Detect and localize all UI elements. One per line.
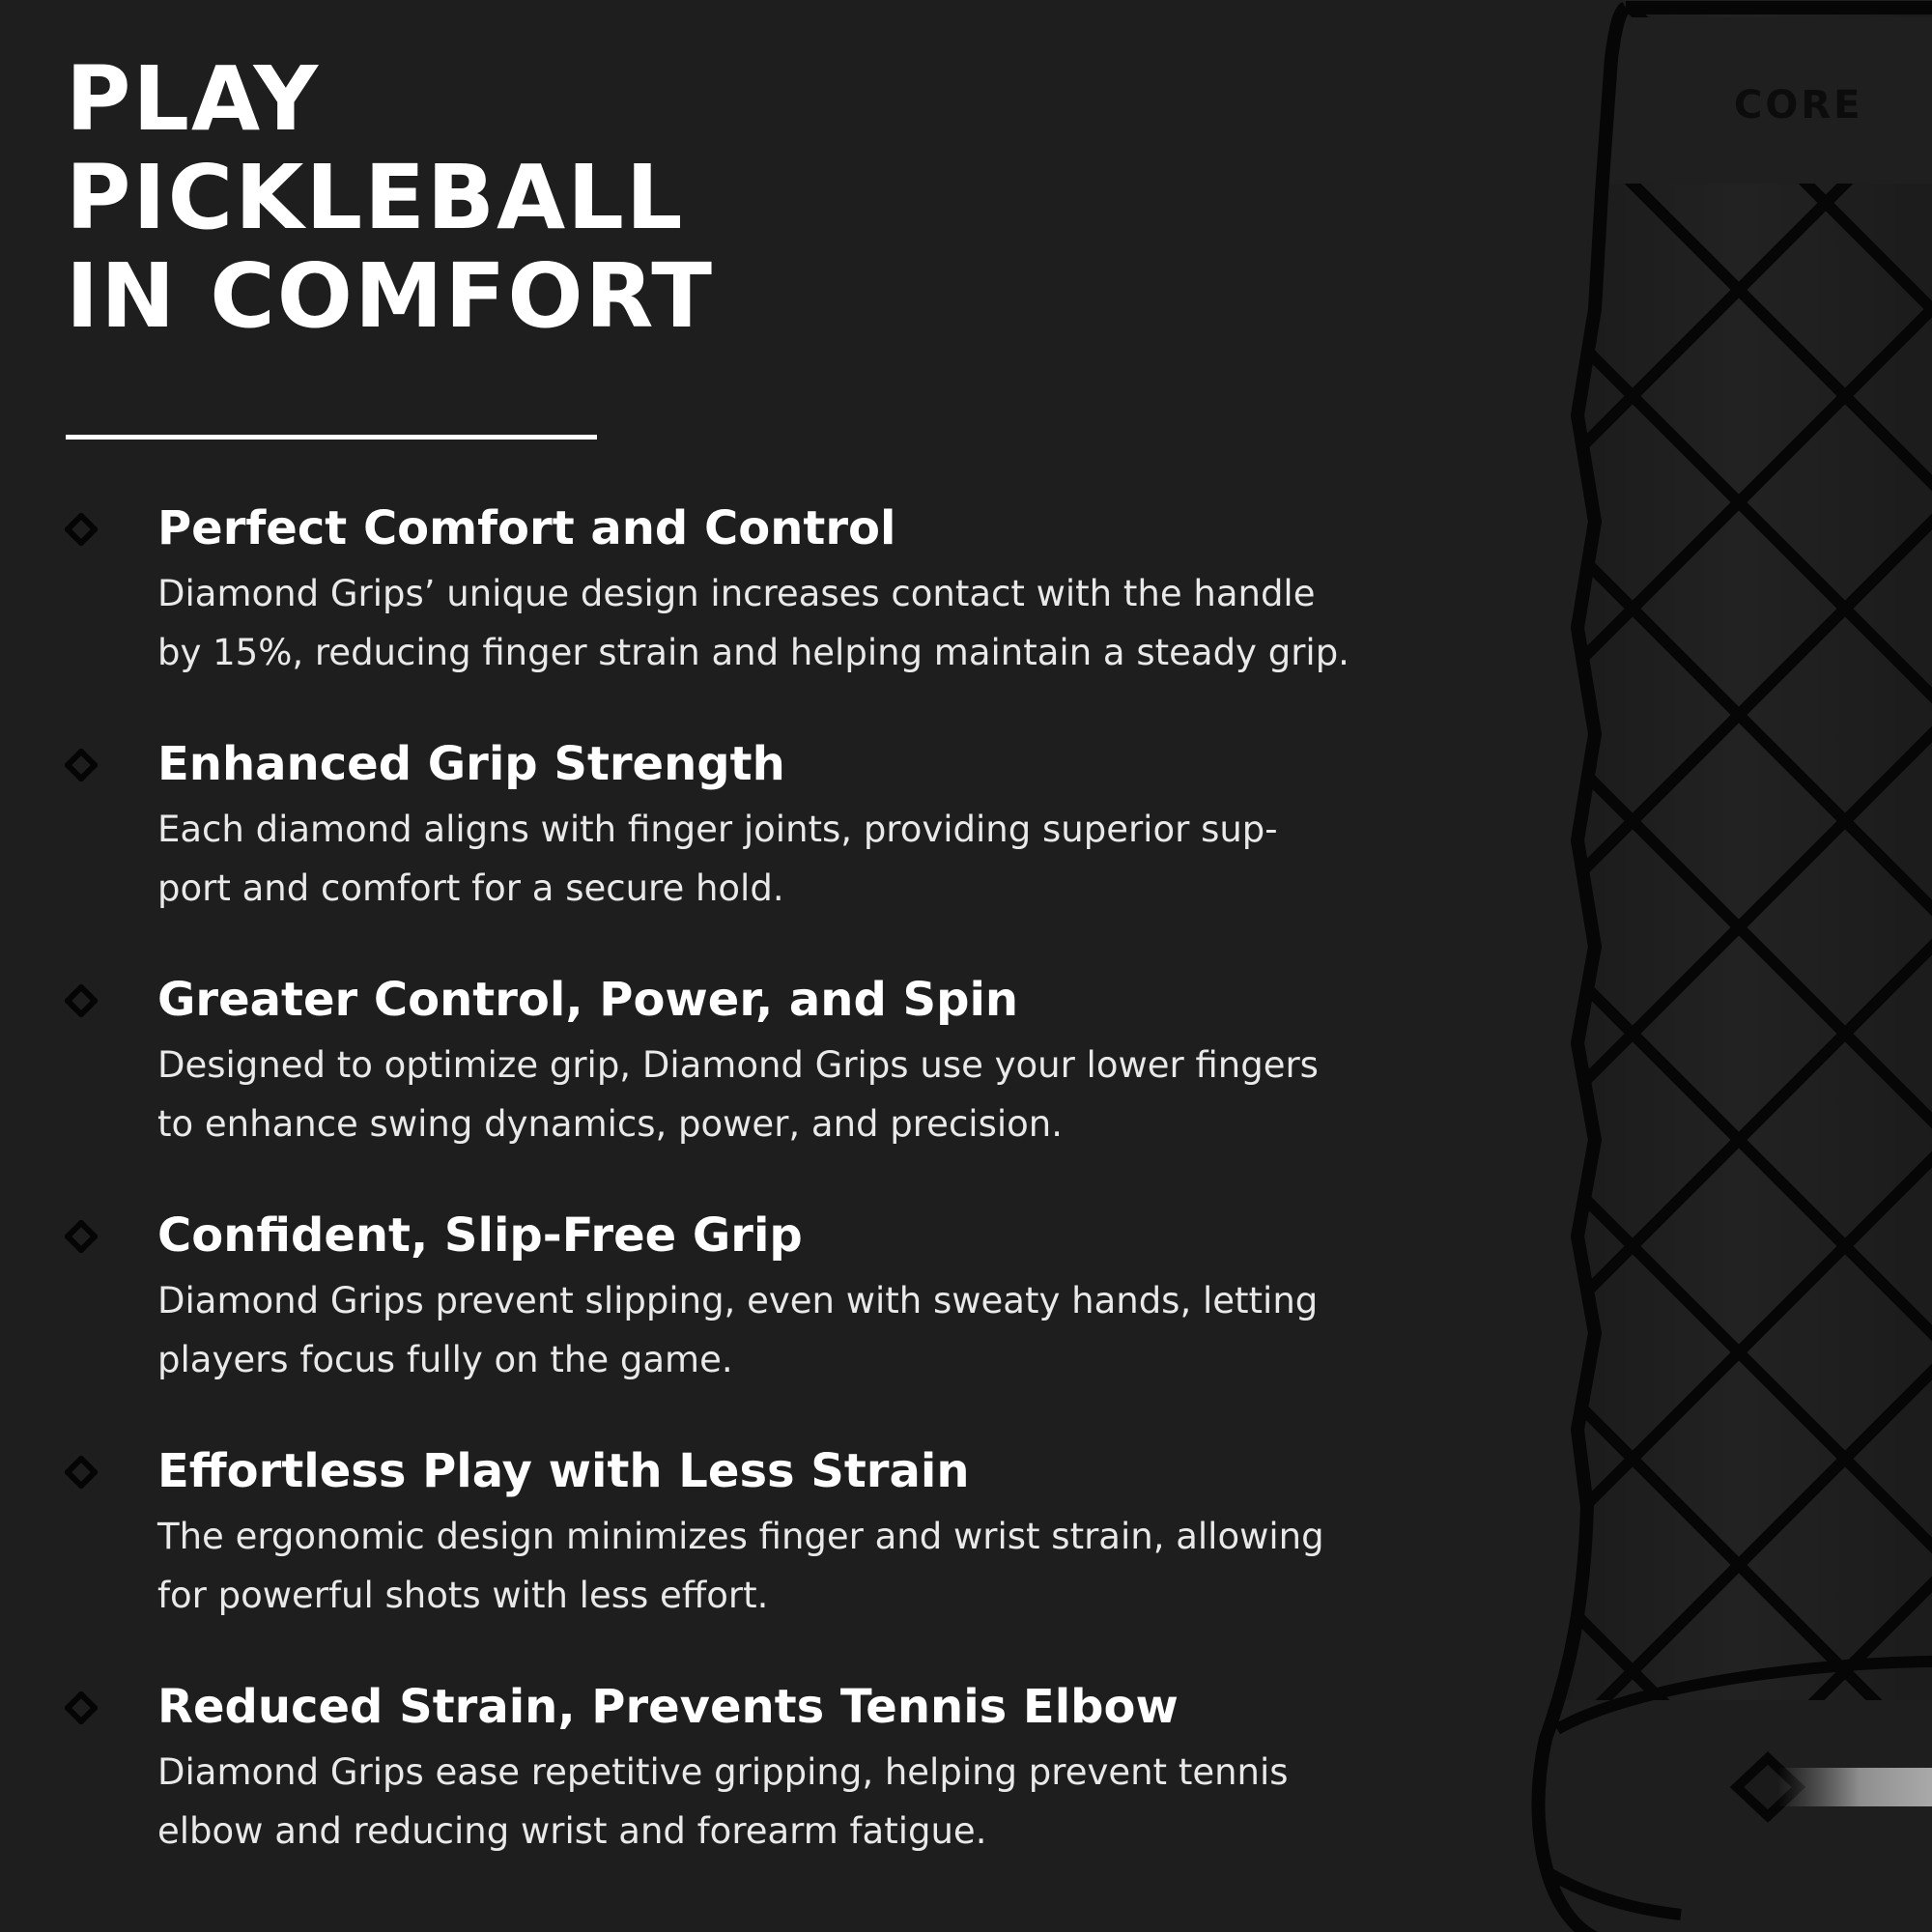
feature-description-line: Diamond Grips ease repetitive gripping, helping prevent tennis — [157, 1751, 1289, 1793]
feature-item — [58, 1669, 1459, 1905]
diamond-bullet-icon — [65, 1456, 98, 1489]
headline-line-3: IN COMFORT — [66, 244, 715, 348]
diamond-grip-handle-graphic — [1517, 0, 1932, 1932]
diamond-bullet-icon — [65, 1220, 98, 1253]
feature-description — [157, 1036, 1510, 1153]
feature-description — [157, 1271, 1510, 1389]
core-logo: CORE — [1734, 83, 1863, 128]
headline-divider — [66, 435, 597, 440]
feature-item — [58, 1434, 1459, 1669]
feature-item — [58, 726, 1459, 962]
feature-title: Enhanced Grip Strength — [157, 737, 785, 791]
feature-description-line: for powerful shots with less effort. — [157, 1575, 769, 1616]
feature-description-line: Diamond Grips prevent slipping, even with sweaty hands, letting — [157, 1280, 1319, 1321]
feature-title: Effortless Play with Less Strain — [157, 1444, 970, 1498]
diamond-bullet-icon — [65, 984, 98, 1017]
feature-description-line: Each diamond aligns with finger joints, providing superior sup- — [157, 809, 1278, 850]
diamond-bullet-icon — [65, 513, 98, 546]
feature-description-line: by 15%, reducing finger strain and helping maintain a steady grip. — [157, 632, 1350, 673]
feature-description-line: Designed to optimize grip, Diamond Grips use your lower fingers — [157, 1044, 1319, 1086]
feature-item — [58, 1198, 1459, 1434]
feature-description — [157, 1743, 1510, 1861]
feature-title: Confident, Slip-Free Grip — [157, 1208, 803, 1263]
feature-description — [157, 1507, 1510, 1625]
feature-list — [58, 491, 1459, 1905]
feature-item — [58, 962, 1459, 1198]
diamond-bullet-icon — [65, 749, 98, 781]
headline — [66, 47, 1032, 348]
headline-line-1: PLAY — [66, 47, 321, 151]
feature-description-line: elbow and reducing wrist and forearm fatigue. — [157, 1810, 987, 1852]
feature-description-line: to enhance swing dynamics, power, and precision. — [157, 1103, 1063, 1145]
feature-description-line: port and comfort for a secure hold. — [157, 867, 784, 909]
feature-title: Perfect Comfort and Control — [157, 501, 896, 555]
headline-line-2: PICKLEBALL — [66, 146, 685, 249]
diamond-bullet-icon — [65, 1691, 98, 1724]
feature-description-line: players focus fully on the game. — [157, 1339, 733, 1380]
feature-description-line: Diamond Grips’ unique design increases contact with the handle — [157, 573, 1316, 614]
feature-title: Greater Control, Power, and Spin — [157, 973, 1019, 1027]
feature-title: Reduced Strain, Prevents Tennis Elbow — [157, 1680, 1179, 1734]
feature-item — [58, 491, 1459, 726]
feature-description-line: The ergonomic design minimizes finger and wrist strain, allowing — [157, 1516, 1324, 1557]
feature-description — [157, 564, 1510, 682]
feature-description — [157, 800, 1510, 918]
